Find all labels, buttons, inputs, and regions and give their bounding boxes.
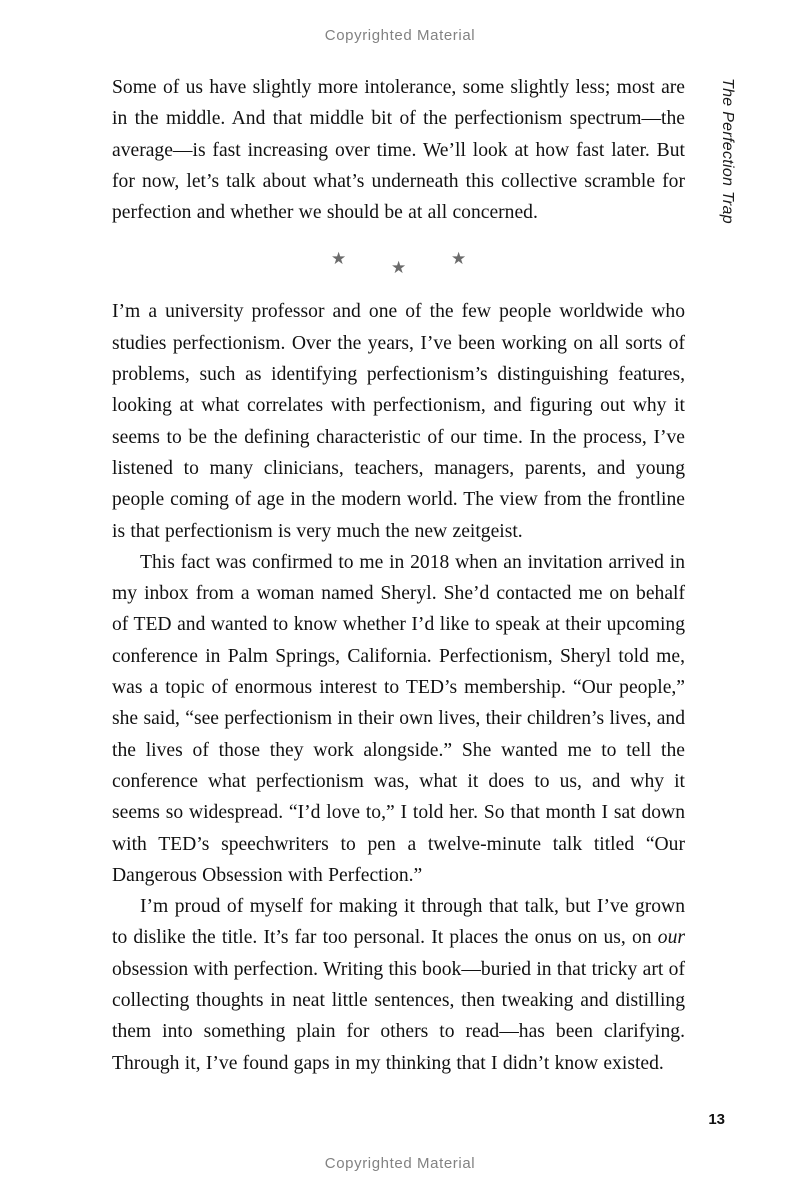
paragraph-4: [112, 891, 685, 1079]
paragraph-4-tail: obsession with perfection. Writing this book—buried in that tricky art of collecting thoughts in neat little sentences, then tweaking and distilling them into something plain for others to read—has been clarifying. Through it, I’ve found gaps in my thinking that I didn’t know existed.: [112, 958, 685, 1074]
paragraph-4-emphasis: our: [657, 927, 685, 949]
star-icon: ★: [391, 258, 407, 278]
paragraph-2: I’m a university professor and one of the few people worldwide who studies perfectionism. Over the years, I’ve been working on all sorts of problems, such as identifying perfectionism’s distinguishing features, looking at what correlates with perfectionism, and figuring out why it seems to be the defining characteristic of our time. In the process, I’ve listened to many clinicians, teachers, managers, parents, and young people coming of age in the modern world. The view from the frontline is that perfectionism is very much the new zeitgeist.: [112, 301, 685, 542]
star-icon: ★: [451, 249, 467, 269]
star-icon: ★: [331, 249, 347, 269]
copyright-watermark-top: Copyrighted Material: [324, 27, 476, 44]
text-column: [112, 72, 685, 1079]
paragraph-4-lead: I’m proud of myself for making it through that talk, but I’ve grown to dislike the title. It’s far too personal. It places the onus on us, on: [112, 896, 685, 949]
running-head-title: The Perfection Trap: [719, 78, 736, 224]
paragraph-1: Some of us have slightly more intolerance, some slightly less; most are in the middle. And that middle bit of the perfectionism spectrum—the average—is fast increasing over time. We’ll look at how fast later. But for now, let’s talk about what’s underneath this collective scramble for perfection and whether we should be at all concerned.: [112, 77, 685, 224]
paragraph-3: This fact was confirmed to me in 2018 when an invitation arrived in my inbox from a woman named Sheryl. She’d contacted me on behalf of TED and wanted to know whether I’d like to speak at their upcoming conference in Palm Springs, California. Perfectionism, Sheryl told me, was a topic of enormous interest to TED’s membership. “Our people,” she said, “see perfectionism in their own lives, their children’s lives, and the lives of those they work alongside.” She wanted me to tell the conference what perfectionism was, what it does to us, and why it seems so widespread. “I’d love to,” I told her. So that month I sat down with TED’s speechwriters to pen a twelve-minute talk titled “Our Dangerous Obsession with Perfection.”: [112, 551, 685, 886]
copyright-watermark-bottom: Copyrighted Material: [324, 1155, 476, 1172]
running-head: [718, 78, 740, 258]
star-divider: [112, 228, 685, 296]
page-number: 13: [708, 1111, 725, 1128]
